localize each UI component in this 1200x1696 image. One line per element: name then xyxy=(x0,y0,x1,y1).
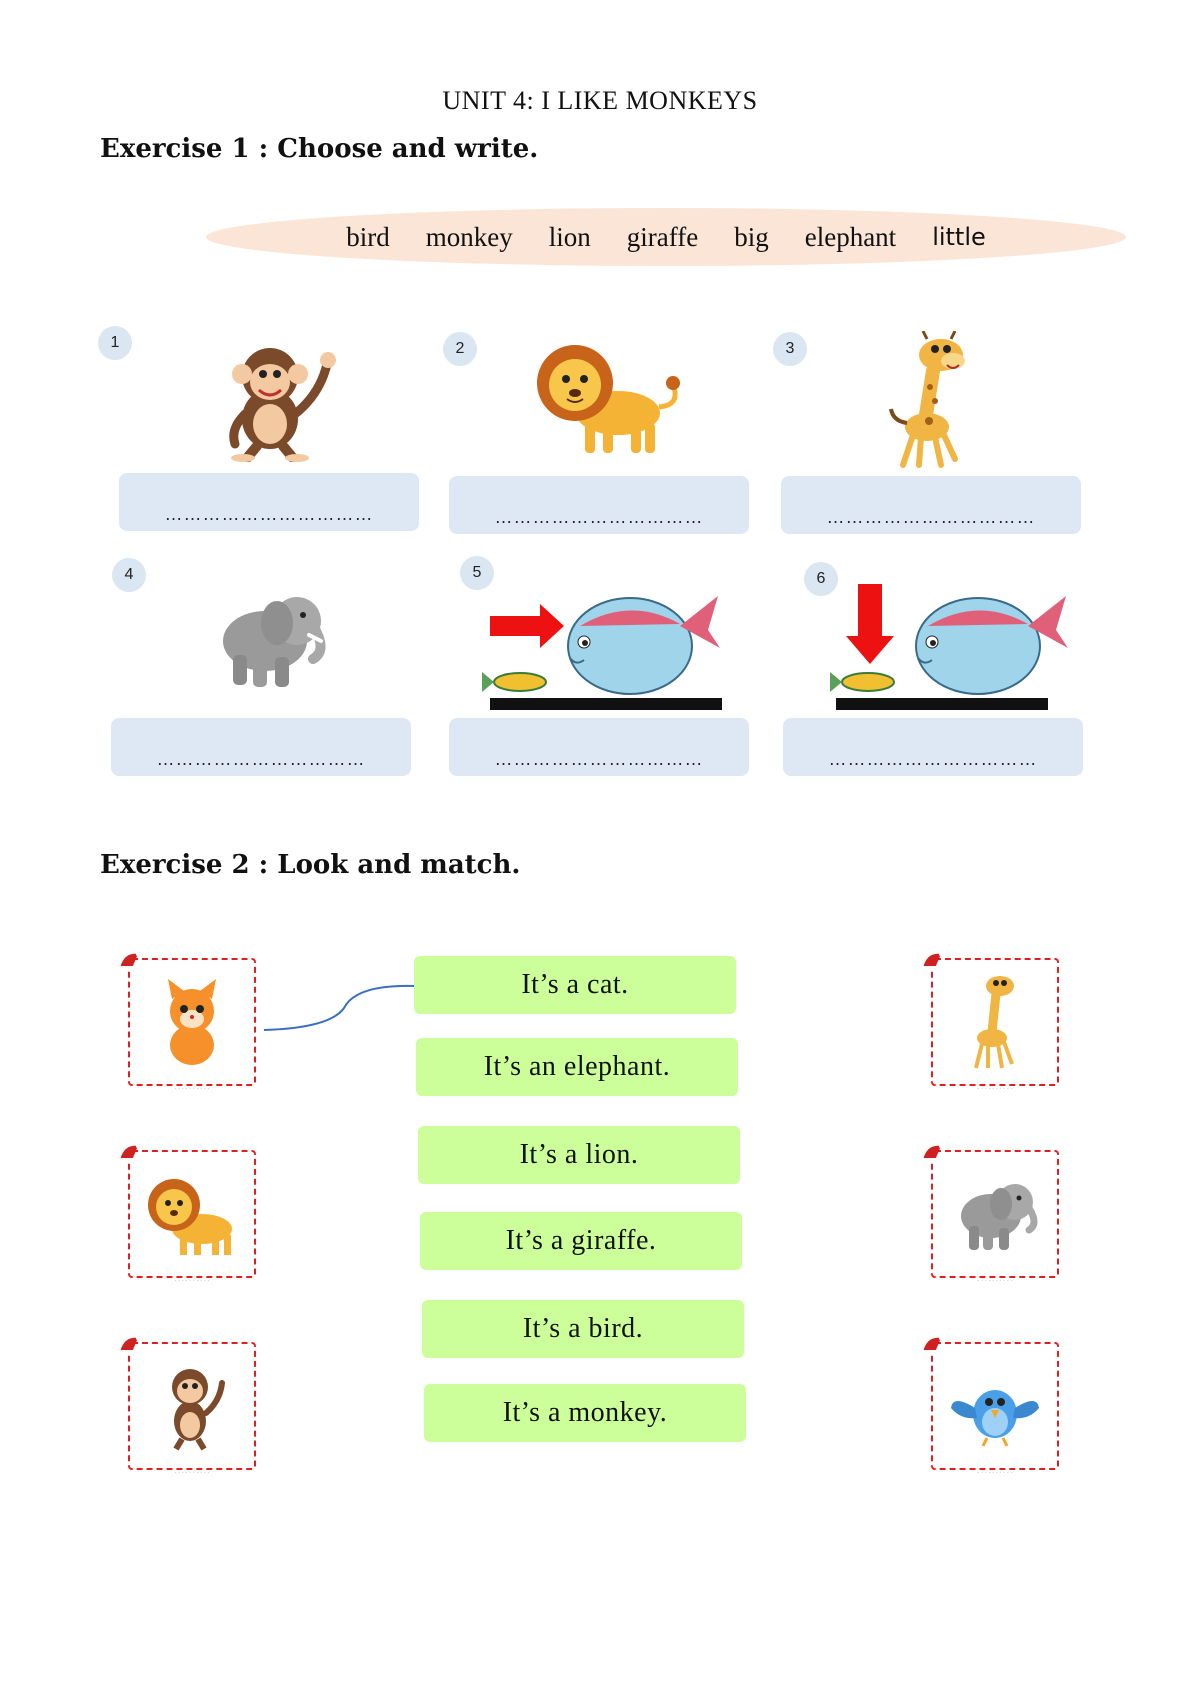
answer-box-5[interactable]: …………………………… xyxy=(449,718,749,776)
word-bank-item: lion xyxy=(548,221,591,252)
card-caption: · · · · · · · · · · xyxy=(977,1278,1013,1284)
word-bank-item: monkey xyxy=(425,221,513,252)
answer-box-1[interactable]: …………………………… xyxy=(119,473,419,531)
answer-box-3[interactable]: …………………………… xyxy=(781,476,1081,534)
santa-hat-icon xyxy=(118,1140,144,1166)
elephant-icon xyxy=(200,582,340,692)
giraffe-icon xyxy=(931,958,1059,1086)
card-caption: · · · · · · · · · · xyxy=(977,1086,1013,1092)
lion-icon xyxy=(520,334,690,460)
monkey-icon xyxy=(190,332,350,464)
card-caption: · · · · · · · · · · xyxy=(174,1086,210,1092)
match-card-right-giraffe[interactable] xyxy=(931,958,1059,1092)
santa-hat-icon xyxy=(118,948,144,974)
santa-hat-icon xyxy=(921,1332,947,1358)
arrow-right-icon xyxy=(490,604,564,648)
match-card-left-lion[interactable] xyxy=(128,1150,256,1284)
sentence-bird[interactable]: It’s a bird. xyxy=(422,1300,744,1358)
match-line xyxy=(260,978,420,1038)
little-fish-icon xyxy=(828,566,1078,716)
word-bank-item: little xyxy=(932,223,986,251)
item-number: 5 xyxy=(460,556,494,590)
item-number: 1 xyxy=(98,326,132,360)
match-card-left-cat[interactable] xyxy=(128,958,256,1092)
match-card-right-bird[interactable] xyxy=(931,1342,1059,1476)
word-bank-item: bird xyxy=(346,221,390,252)
elephant-icon xyxy=(931,1150,1059,1278)
card-caption: · · · · · · · · · · xyxy=(174,1278,210,1284)
word-bank-item: giraffe xyxy=(626,221,699,252)
match-card-right-elephant[interactable] xyxy=(931,1150,1059,1284)
match-card-left-monkey[interactable] xyxy=(128,1342,256,1476)
giraffe-icon xyxy=(870,330,1000,470)
card-caption: · · · · · · · · · · xyxy=(977,1470,1013,1476)
sentence-monkey[interactable]: It’s a monkey. xyxy=(424,1384,746,1442)
exercise1-heading: Exercise 1 : Choose and write. xyxy=(100,134,539,164)
lion-icon xyxy=(128,1150,256,1278)
arrow-down-icon xyxy=(846,584,894,664)
santa-hat-icon xyxy=(921,1140,947,1166)
sentence-lion[interactable]: It’s a lion. xyxy=(418,1126,740,1184)
item-number: 6 xyxy=(804,562,838,596)
item-number: 2 xyxy=(443,332,477,366)
item-number: 4 xyxy=(112,558,146,592)
monkey-icon xyxy=(128,1342,256,1470)
santa-hat-icon xyxy=(118,1332,144,1358)
word-bank-item: elephant xyxy=(804,221,897,252)
big-fish-icon xyxy=(480,566,730,716)
bird-icon xyxy=(931,1342,1059,1470)
answer-box-2[interactable]: …………………………… xyxy=(449,476,749,534)
sentence-elephant[interactable]: It’s an elephant. xyxy=(416,1038,738,1096)
cat-icon xyxy=(128,958,256,1086)
word-bank xyxy=(206,208,1126,266)
item-number: 3 xyxy=(773,332,807,366)
word-bank-item: big xyxy=(734,221,769,252)
page-title: UNIT 4: I LIKE MONKEYS xyxy=(442,86,758,115)
sentence-giraffe[interactable]: It’s a giraffe. xyxy=(420,1212,742,1270)
exercise2-heading: Exercise 2 : Look and match. xyxy=(100,850,521,880)
santa-hat-icon xyxy=(921,948,947,974)
sentence-cat[interactable]: It’s a cat. xyxy=(414,956,736,1014)
answer-box-4[interactable]: …………………………… xyxy=(111,718,411,776)
card-caption: · · · · · · · · · · xyxy=(174,1470,210,1476)
answer-box-6[interactable]: …………………………… xyxy=(783,718,1083,776)
